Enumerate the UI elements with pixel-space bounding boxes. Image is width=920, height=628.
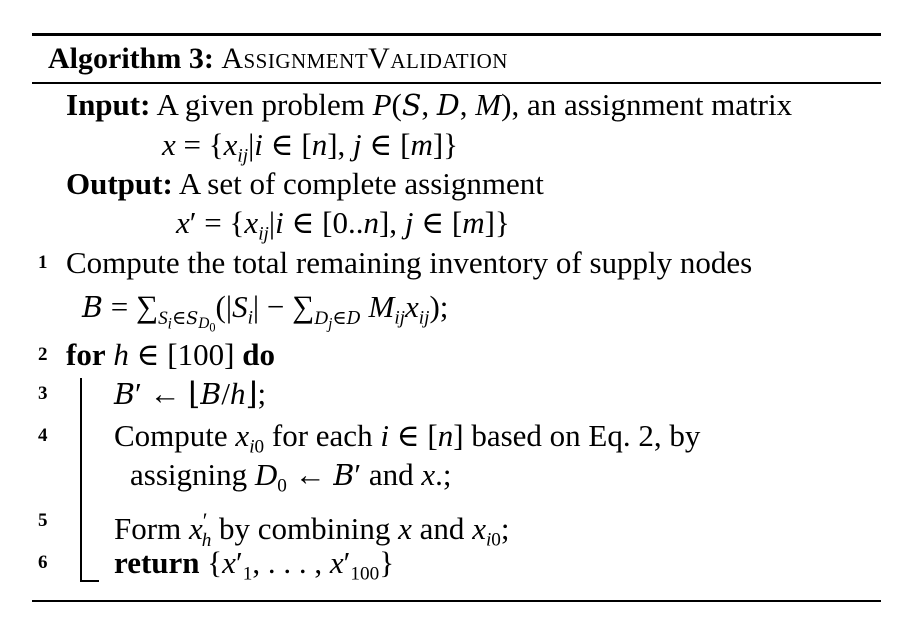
top-rule: [32, 33, 881, 36]
step-4-cont-c: .: [435, 457, 443, 492]
step-4-text-a: Compute: [114, 418, 228, 453]
line-number-6: 6: [38, 552, 48, 573]
step-4-text-b: for each: [271, 418, 373, 453]
step-2: for h ∈ [100] do: [66, 337, 275, 372]
input-formula: $x = \{x_{ij}|i$ ∈ [n], j ∈ [m]}: [162, 127, 459, 167]
step-4-cont-a: assigning: [130, 457, 248, 492]
output-formula: $x' = \{x_{ij}|i$ ∈ [0..n], j ∈ [m]}: [176, 205, 510, 245]
output-keyword: Output:: [66, 166, 173, 201]
step-4-text-c: based on Eq. 2, by: [471, 418, 701, 453]
algorithm-label: Algorithm 3:: [48, 42, 214, 75]
input-line: Input: A given problem P(S, D, M), an assignment matrix: [66, 87, 793, 122]
for-range: [100]: [167, 337, 235, 372]
for-block-bar: [80, 378, 82, 582]
bottom-rule: [32, 600, 881, 602]
step-6: return {$x'_1$, . . . , $x'_{100}$}: [114, 545, 395, 585]
step-4-continuation: assigning $D_0$ ← B′ and x.;: [130, 457, 452, 497]
line-number-1: 1: [38, 252, 48, 273]
step-1-formula: $B = \sum_{S_i\in S_{D_0}}(|S_i| - \sum_{D_j\in D}$ $M_{ij}x_{ij}$);: [82, 289, 449, 336]
line-number-3: 3: [38, 383, 48, 404]
line-number-2: 2: [38, 344, 48, 365]
header-rule: [32, 82, 881, 84]
input-text: A given problem: [156, 87, 365, 122]
step-1: [66, 245, 752, 281]
step-4-cont-b: and: [368, 457, 414, 492]
input-keyword: Input:: [66, 87, 151, 122]
step-5-text-a: Form: [114, 510, 182, 546]
algorithm-name: AssignmentValidation: [221, 42, 508, 75]
step-5: Form $x'_h$ by combining x and $x_{i0}$;: [114, 509, 510, 551]
do-keyword: do: [242, 337, 275, 372]
input-text-after: , an assignment matrix: [511, 87, 793, 122]
output-text: A set of complete assignment: [178, 166, 544, 201]
for-keyword: for: [66, 337, 106, 372]
step-5-text-c: and: [419, 510, 465, 546]
output-line: [66, 166, 544, 202]
step-3: B′ ← ⌊B/h⌋;: [114, 376, 267, 411]
step-1-text: Compute the total remaining inventory of supply nodes: [66, 245, 753, 280]
line-number-4: 4: [38, 425, 48, 446]
step-5-text-b: by combining: [219, 510, 391, 546]
return-keyword: return: [114, 545, 200, 580]
line-number-5: 5: [38, 510, 48, 531]
step-4: Compute $x_{i0}$ for each i ∈ [n] based on Eq. 2, by: [114, 418, 701, 458]
algorithm-title: [48, 41, 508, 77]
for-block-end: [80, 580, 99, 582]
